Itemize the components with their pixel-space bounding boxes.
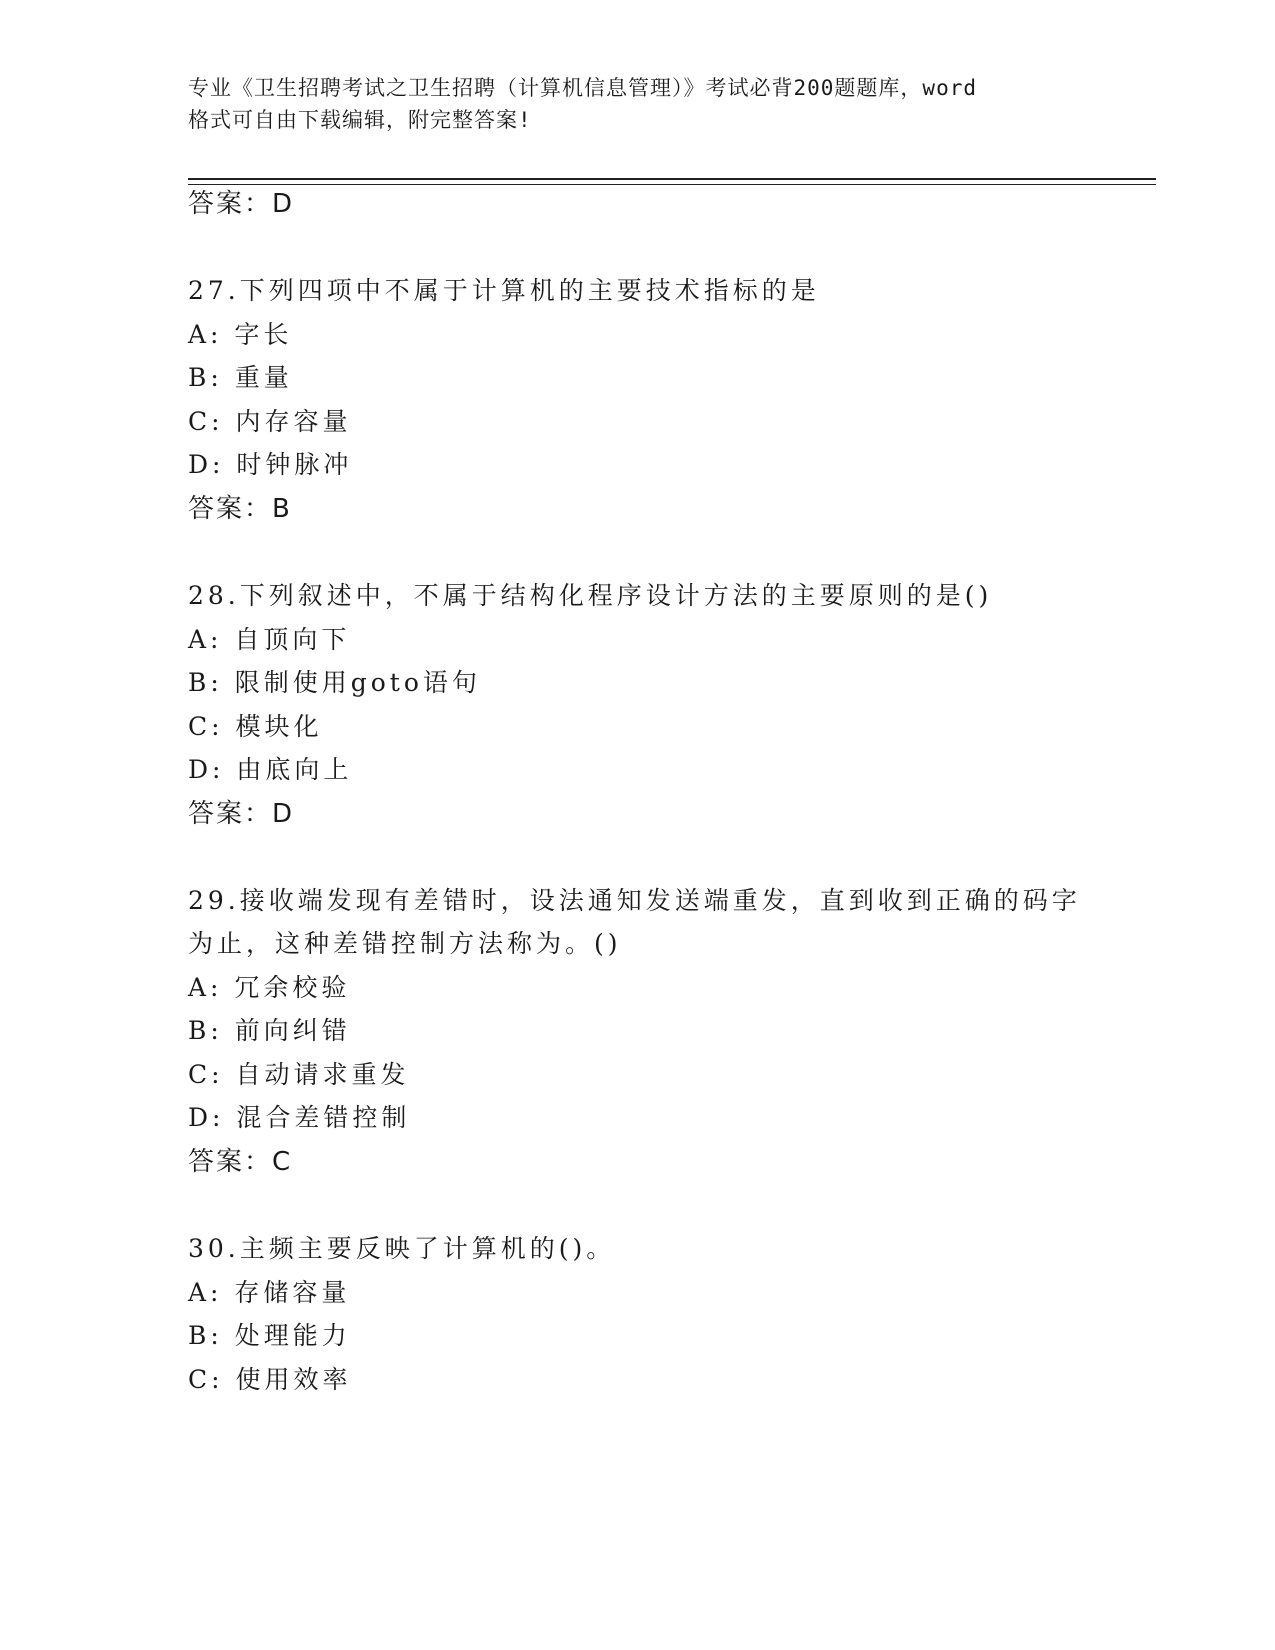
question-27-answer: 答案：B xyxy=(188,494,292,524)
question-29-option-d: D: 混合差错控制 xyxy=(188,1103,411,1132)
header-line-2: 格式可自由下载编辑，附完整答案! xyxy=(188,108,532,132)
question-29-option-c: C: 自动请求重发 xyxy=(188,1060,410,1089)
question-27-option-c: C: 内存容量 xyxy=(188,407,352,436)
question-28-answer: 答案：D xyxy=(188,799,295,829)
question-28-option-c: C: 模块化 xyxy=(188,712,323,741)
question-27-option-b: B: 重量 xyxy=(188,363,293,392)
question-29-option-a: A: 冗余校验 xyxy=(188,973,351,1002)
question-28-option-b: B: 限制使用goto语句 xyxy=(188,668,481,697)
question-28-option-d: D: 由底向上 xyxy=(188,755,353,784)
question-29-stem-line-2: 为止，这种差错控制方法称为。() xyxy=(188,929,622,958)
header-divider-thick xyxy=(188,178,1156,180)
question-28-stem: 28.下列叙述中，不属于结构化程序设计方法的主要原则的是() xyxy=(188,581,993,610)
question-29-answer: 答案：C xyxy=(188,1147,293,1177)
question-29-option-b: B: 前向纠错 xyxy=(188,1016,351,1045)
question-27-option-a: A: 字长 xyxy=(188,320,293,349)
header-line-1: 专业《卫生招聘考试之卫生招聘（计算机信息管理）》考试必背200题题库，word xyxy=(188,76,977,100)
question-30-option-a: A: 存储容量 xyxy=(188,1278,351,1307)
question-30-stem: 30.主频主要反映了计算机的()。 xyxy=(188,1234,616,1263)
question-27-option-d: D: 时钟脉冲 xyxy=(188,450,353,479)
document-header xyxy=(188,72,1088,136)
question-29-stem-line-1: 29.接收端发现有差错时，设法通知发送端重发，直到收到正确的码字 xyxy=(188,886,1081,915)
question-30-option-b: B: 处理能力 xyxy=(188,1321,351,1350)
question-28-option-a: A: 自顶向下 xyxy=(188,625,351,654)
question-30-option-c: C: 使用效率 xyxy=(188,1365,352,1394)
answer-26: 答案：D xyxy=(188,189,295,219)
question-27-stem: 27.下列四项中不属于计算机的主要技术指标的是 xyxy=(188,276,820,305)
header-divider-thin xyxy=(188,184,1156,185)
